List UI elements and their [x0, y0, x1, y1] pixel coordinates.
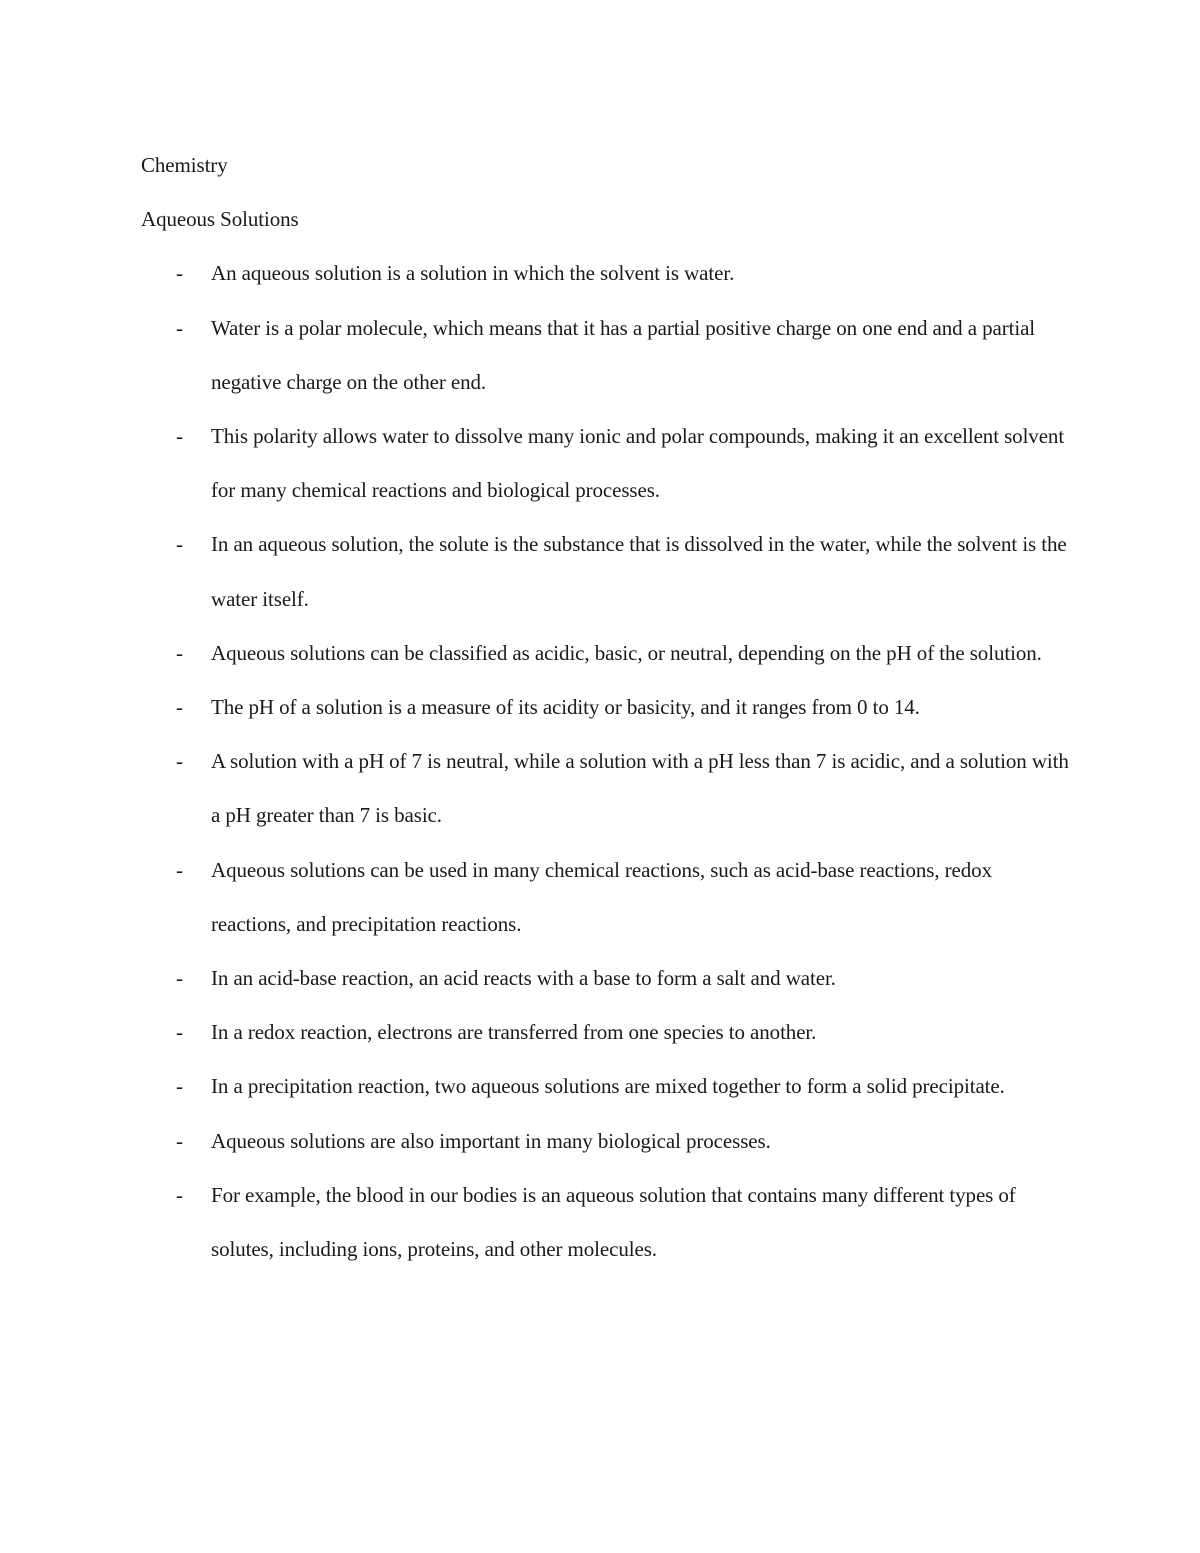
- list-item-text: The pH of a solution is a measure of its acidity or basicity, and it ranges from 0 to 14.: [211, 695, 920, 720]
- list-item-text: For example, the blood in our bodies is an aqueous solution that contains many different types of solutes, including ions, proteins, and other molecules.: [211, 1182, 1016, 1262]
- document-body: [141, 138, 1071, 1276]
- list-item: [141, 1114, 1071, 1168]
- list-item: [141, 626, 1071, 680]
- bullet-dash: -: [176, 315, 183, 340]
- bullet-dash: -: [176, 1182, 183, 1207]
- subject-title: Chemistry: [141, 153, 228, 177]
- list-item-text: In a redox reaction, electrons are transferred from one species to another.: [211, 1020, 817, 1045]
- bullet-dash: -: [176, 695, 183, 720]
- list-item-text: In an acid-base reaction, an acid reacts with a base to form a salt and water.: [211, 966, 836, 991]
- list-item-text: In a precipitation reaction, two aqueous solutions are mixed together to form a solid precipitate.: [211, 1074, 1005, 1099]
- list-item: [141, 517, 1071, 625]
- bullet-dash: -: [176, 1074, 183, 1099]
- bullet-dash: -: [176, 1020, 183, 1045]
- list-item-text: Water is a polar molecule, which means that it has a partial positive charge on one end and a partial negative charge on the other end.: [211, 315, 1036, 394]
- list-item: [141, 680, 1071, 734]
- list-item-text: Aqueous solutions are also important in many biological processes.: [211, 1128, 771, 1153]
- section-heading: Aqueous Solutions: [141, 207, 299, 232]
- list-item: [141, 951, 1071, 1005]
- list-item: [141, 843, 1071, 951]
- bullet-dash: -: [176, 857, 183, 882]
- bullet-dash: -: [176, 749, 183, 774]
- bullet-dash: -: [176, 1128, 183, 1153]
- bullet-list: [141, 246, 1071, 1276]
- list-item-text: Aqueous solutions can be used in many chemical reactions, such as acid-base reactions, redox reactions, and precipitation reactions.: [211, 857, 992, 936]
- list-item: [141, 409, 1071, 517]
- list-item-text: Aqueous solutions can be classified as acidic, basic, or neutral, depending on the pH of the solution.: [211, 640, 1042, 665]
- list-item-text: In an aqueous solution, the solute is the substance that is dissolved in the water, while the solvent is the water itself.: [211, 532, 1067, 611]
- list-item-text: This polarity allows water to dissolve many ionic and polar compounds, making it an excellent solvent for many chemical reactions and biological processes.: [211, 424, 1065, 503]
- bullet-dash: -: [176, 261, 183, 286]
- list-item-text: An aqueous solution is a solution in which the solvent is water.: [211, 261, 735, 286]
- bullet-dash: -: [176, 532, 183, 557]
- list-item: [141, 734, 1071, 842]
- bullet-dash: -: [176, 966, 183, 991]
- list-item: [141, 246, 1071, 300]
- bullet-dash: -: [176, 424, 183, 449]
- list-item: [141, 301, 1071, 409]
- list-item: [141, 1059, 1071, 1113]
- list-item: [141, 1168, 1071, 1276]
- list-item: [141, 1005, 1071, 1059]
- bullet-dash: -: [176, 640, 183, 665]
- list-item-text: A solution with a pH of 7 is neutral, while a solution with a pH less than 7 is acidic, and a solution with a pH greater than 7 is basic.: [211, 749, 1069, 828]
